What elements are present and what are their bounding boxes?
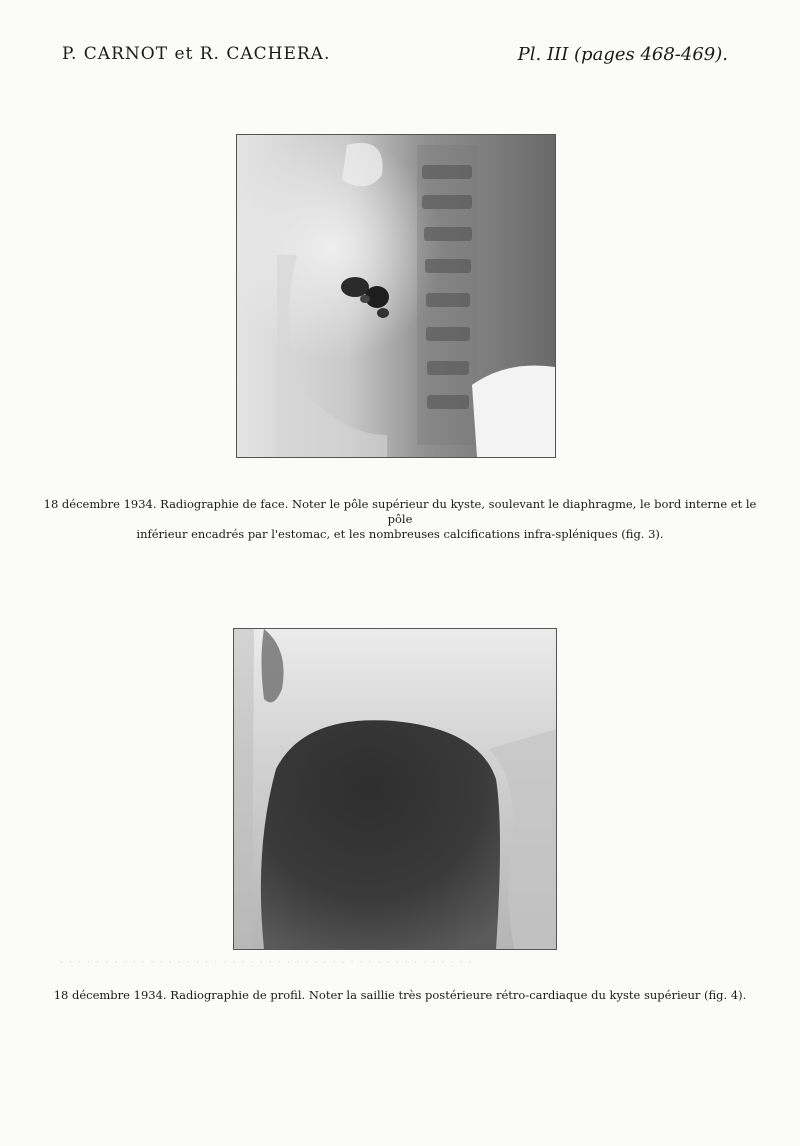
- radiograph-lateral: [233, 628, 557, 950]
- figure-caption-frontal: [40, 497, 760, 542]
- radiograph-lateral-image: [234, 629, 556, 949]
- caption-frontal-line2: inférieur encadrés par l'estomac, et les nombreuses calcifications infra-spléniques (fig. 3).: [136, 527, 664, 541]
- figure-caption-lateral: 18 décembre 1934. Radiographie de profil. Noter la saillie très postérieure rétro-cardiaque du kyste supérieur (fig. 4).: [53, 988, 747, 1002]
- radiograph-frontal: [236, 134, 556, 458]
- radiograph-frontal-image: [237, 135, 555, 457]
- caption-frontal-line1: 18 décembre 1934. Radiographie de face. Noter le pôle supérieur du kyste, soulevant le diaphragme, le bord interne et le pôle: [43, 497, 757, 526]
- page-header-plate: Pl. III (pages 468-469).: [517, 44, 728, 65]
- bleed-through-text: · · · · · · · · · · · · · · · · · · · · · · · · · · · · · · · · · · · · · · · · · · · · · ·: [60, 958, 474, 967]
- page-header-authors: P. CARNOT et R. CACHERA.: [62, 44, 331, 64]
